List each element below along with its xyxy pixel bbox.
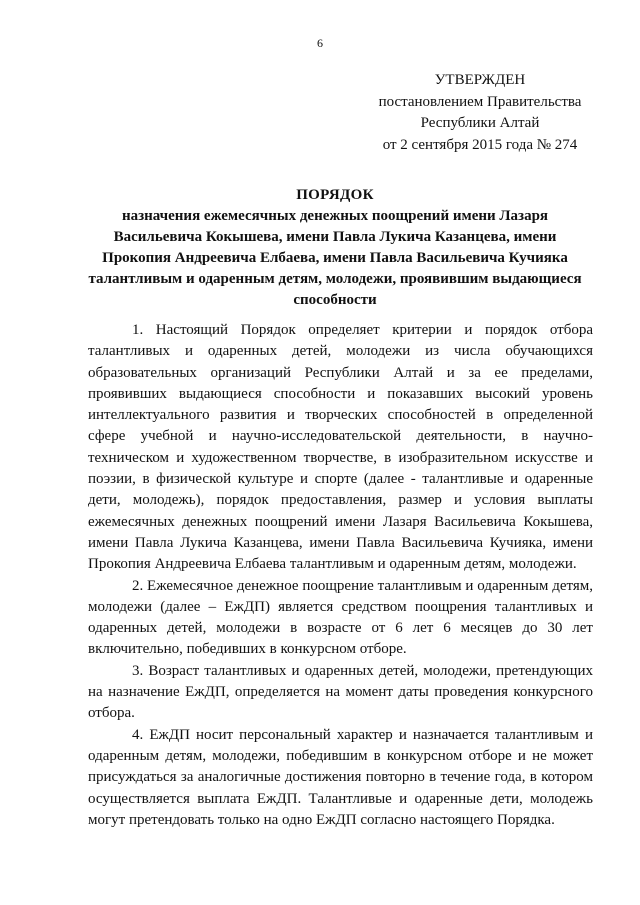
approval-heading: УТВЕРЖДЕН <box>434 72 526 88</box>
document-body <box>88 320 593 831</box>
approval-line-1: постановлением Правительства <box>378 93 582 110</box>
approval-line-2: Республики Алтай <box>420 115 540 131</box>
document-subtitle: назначения ежемесячных денежных поощрений имени Лазаря Васильевича Кокышева, имени Павла Лукича Казанцева, имени Прокопия Андреевича Елбаева, имени Павла Васильевича Кучияка талантливым и одаренным детям, молодежи, проявившим выдающиеся способности <box>88 208 582 308</box>
paragraph-2: 2. Ежемесячное денежное поощрение талантливым и одаренным детям, молодежи (далее – ЕжДП) является средством поощрения талантливых и одаренных детей, молодежи в возрасте от 6 лет 6 месяцев до 30 лет включительно, победивших в конкурсном отборе. <box>88 577 593 658</box>
paragraph-3: 3. Возраст талантливых и одаренных детей, молодежи, претендующих на назначение ЕжДП, определяется на момент даты проведения конкурсного отбора. <box>88 662 593 722</box>
approval-line-3: от 2 сентября 2015 года № 274 <box>382 136 578 153</box>
paragraph-1: 1. Настоящий Порядок определяет критерии и порядок отбора талантливых и одаренных детей, молодежи из числа обучающихся образовательных организаций Республики Алтай и за ее пределами, проявивших выдающиеся способности и показавших высокий уровень интеллектуального развития и творческих способностей в определенной сфере учебной и научно-исследовательской деятельности, в научно-техническом и художественном творчестве, в изобразительном искусстве и поэзии, в физической культуре и спорте (далее - талантливые и одаренные дети, молодежь), порядок предоставления, размер и условия выплаты ежемесячных денежных поощрений имени Лазаря Васильевича Кокышева, имени Павла Лукича Казанцева, имени Павла Васильевича Кучияка, имени Прокопия Андреевича Елбаева талантливым и одаренным детям, молодежи. <box>88 322 593 573</box>
paragraph-4: 4. ЕжДП носит персональный характер и назначается талантливым и одаренным детям, молодежи, победившим в конкурсном отборе и не может присуждаться за аналогичные достижения повторно в течение года, в котором осуществляется выплата ЕжДП. Талантливые и одаренные дети, молодежь могут претендовать только на одно ЕжДП согласно настоящего Порядка. <box>88 726 593 828</box>
page-number: 6 <box>317 36 323 50</box>
document-title: ПОРЯДОК <box>296 187 374 203</box>
title-block <box>80 185 590 311</box>
approval-block <box>360 70 600 156</box>
